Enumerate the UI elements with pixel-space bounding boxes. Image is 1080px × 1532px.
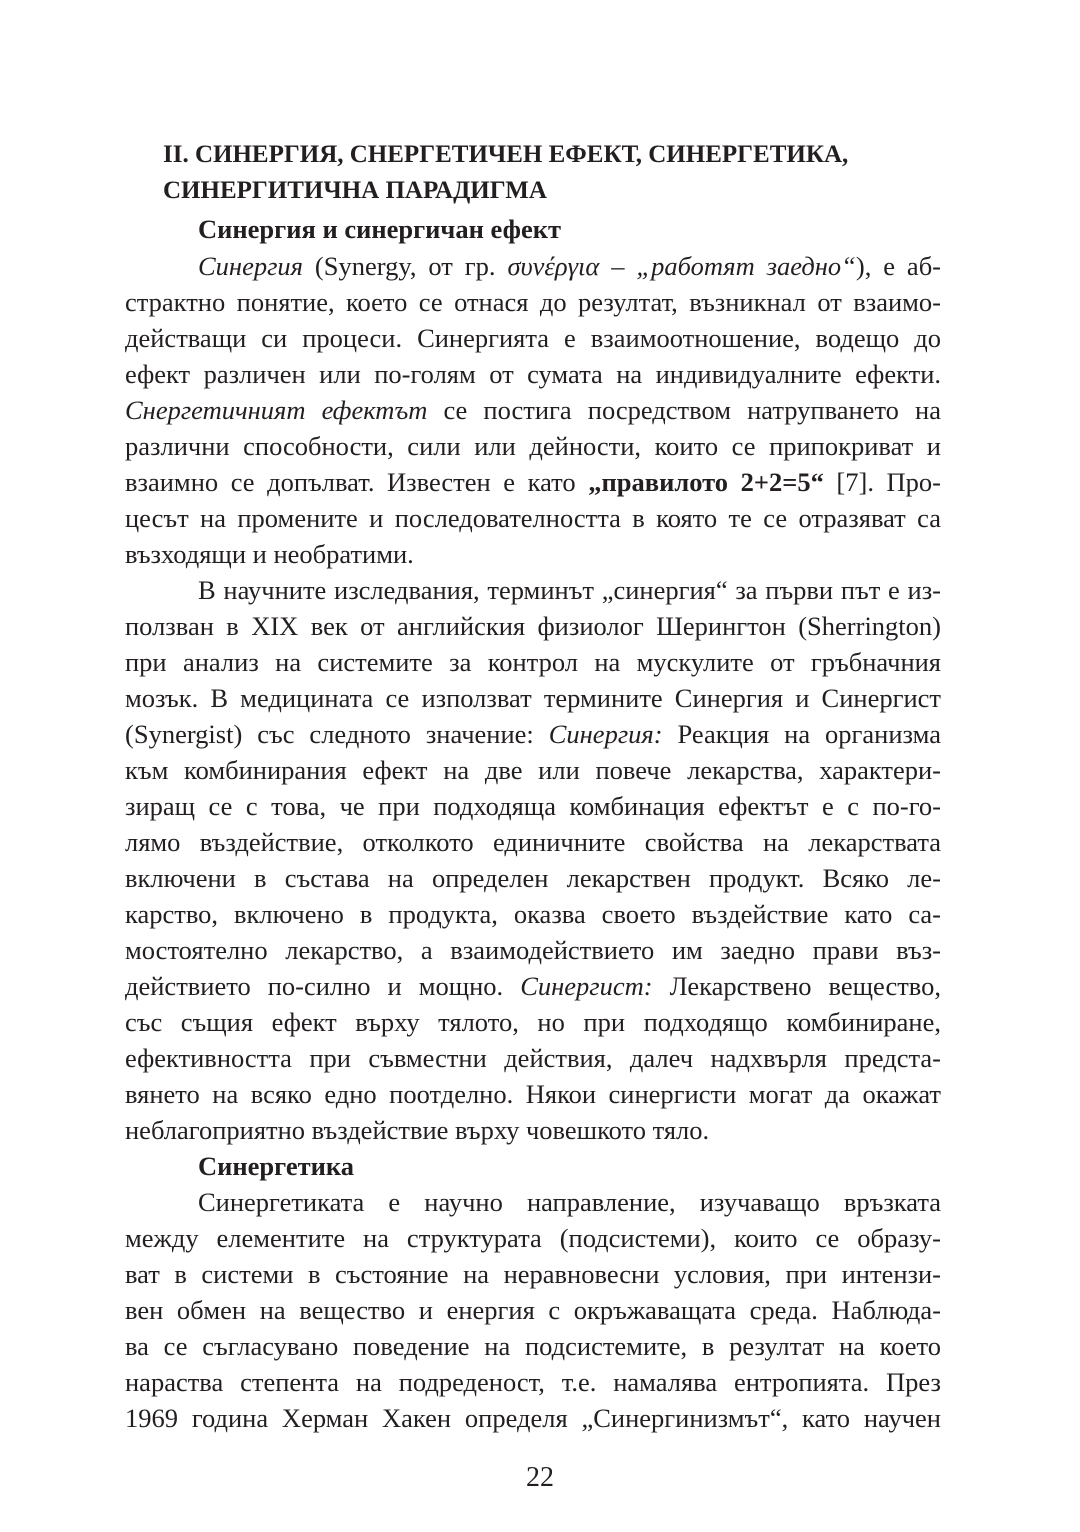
paragraph-line: със същия ефект върху тялото, но при подходящо комбиниране, [125,1007,941,1037]
paragraph-line: В научните изследвания, терминът „синергия“ за първи път е из- [198,575,941,605]
italic-term: Синергист: [520,971,653,1001]
paragraph-line: карство, включено в продукта, оказва своето въздействие като са- [125,899,941,929]
paragraph-line: цесът на промените и последователността в която те се отразяват са [125,503,941,533]
paragraph-line: ефективността при съвместни действия, далеч надхвърля предста- [125,1043,941,1073]
paragraph-line: 1969 година Херман Хакен определя „Синергинизмът“, като научен [125,1403,941,1433]
paragraph-line: възходящи и необратими. [125,539,414,569]
greek-term: συνέργια – „работят заедно“ [507,251,856,281]
paragraph-line: лямо въздействие, отколкото единичните свойства на лекарствата [125,827,941,857]
paragraph-line: включени в състава на определен лекарствен продукт. Всяко ле- [125,863,941,893]
paragraph-line: към комбинирания ефект на две или повече лекарства, характери- [125,755,941,785]
paragraph-line: мозък. В медицината се използват термините Синергия и Синергист [125,683,941,713]
paragraph-line: между елементите на структурата (подсистеми), които се образу- [125,1223,941,1253]
paragraph-line: страктно понятие, което се отнася до резултат, възникнал от взаимо- [125,287,941,317]
paragraph-line: вен обмен на вещество и енергия с окръжаващата среда. Наблюда- [125,1295,941,1325]
paragraph-line: зиращ се с това, че при подходяща комбинация ефектът е с по-го- [125,791,941,821]
paragraph-line: (Synergist) със следното значение: Синергия: Реакция на организма [125,719,941,749]
chapter-title-line-1: II. СИНЕРГИЯ, СНЕРГЕТИЧЕН ЕФЕКТ, СИНЕРГЕТИКА, [163,141,849,168]
paragraph-line: мостоятелно лекарство, а взаимодействието им заедно прави въз- [125,935,941,965]
paragraph-line: действието по-силно и мощно. Синергист: Лекарствено вещество, [125,971,941,1001]
chapter-title-line-2: СИНЕРГИТИЧНА ПАРАДИГМА [163,177,547,204]
paragraph-line: ва се съгласувано поведение на подсистемите, в резултат на което [125,1331,941,1361]
paragraph-line: Синергия (Synergy, от гр. συνέργια – „работят заедно“), е аб- [198,251,942,281]
paragraph-line: ползван в XIX век от английския физиолог Шерингтон (Sherrington) [125,611,941,641]
italic-term: Синергия [198,251,303,281]
paragraph-line: действащи си процеси. Синергията е взаимоотношение, водещо до [125,323,941,353]
section-heading-synergetics: Синергетика [198,1151,355,1181]
paragraph-line: Синергетиката е научно направление, изучаващо връзката [198,1187,941,1217]
italic-term: Синергия: [548,719,663,749]
paragraph-line: при анализ на системите за контрол на мускулите от гръбначния [125,647,941,677]
paragraph-line: ефект различен или по-голям от сумата на индивидуалните ефекти. [125,359,941,389]
paragraph-line: различни способности, сили или дейности, които се припокриват и [125,431,941,461]
paragraph-line: неблагоприятно въздействие върху човешкото тяло. [125,1115,710,1145]
paragraph-line: взаимно се допълват. Известен е като „правилото 2+2=5“ [7]. Про- [125,467,941,497]
paragraph-line: Снергетичният ефектът се постига посредством натрупването на [125,395,941,425]
italic-term: Снергетичният ефектът [125,395,428,425]
section-heading-synergy: Синергия и синергичан ефект [198,214,561,244]
paragraph-line: вянето на всяко едно поотделно. Някои синергисти могат да окажат [125,1079,941,1109]
page-number: 22 [526,1462,554,1493]
paragraph-line: ват в системи в състояние на неравновесни условия, при интензи- [125,1259,941,1289]
bold-rule: „правилото 2+2=5“ [588,467,824,497]
paragraph-line: нараства степента на подреденост, т.е. намалява ентропията. През [125,1367,941,1397]
